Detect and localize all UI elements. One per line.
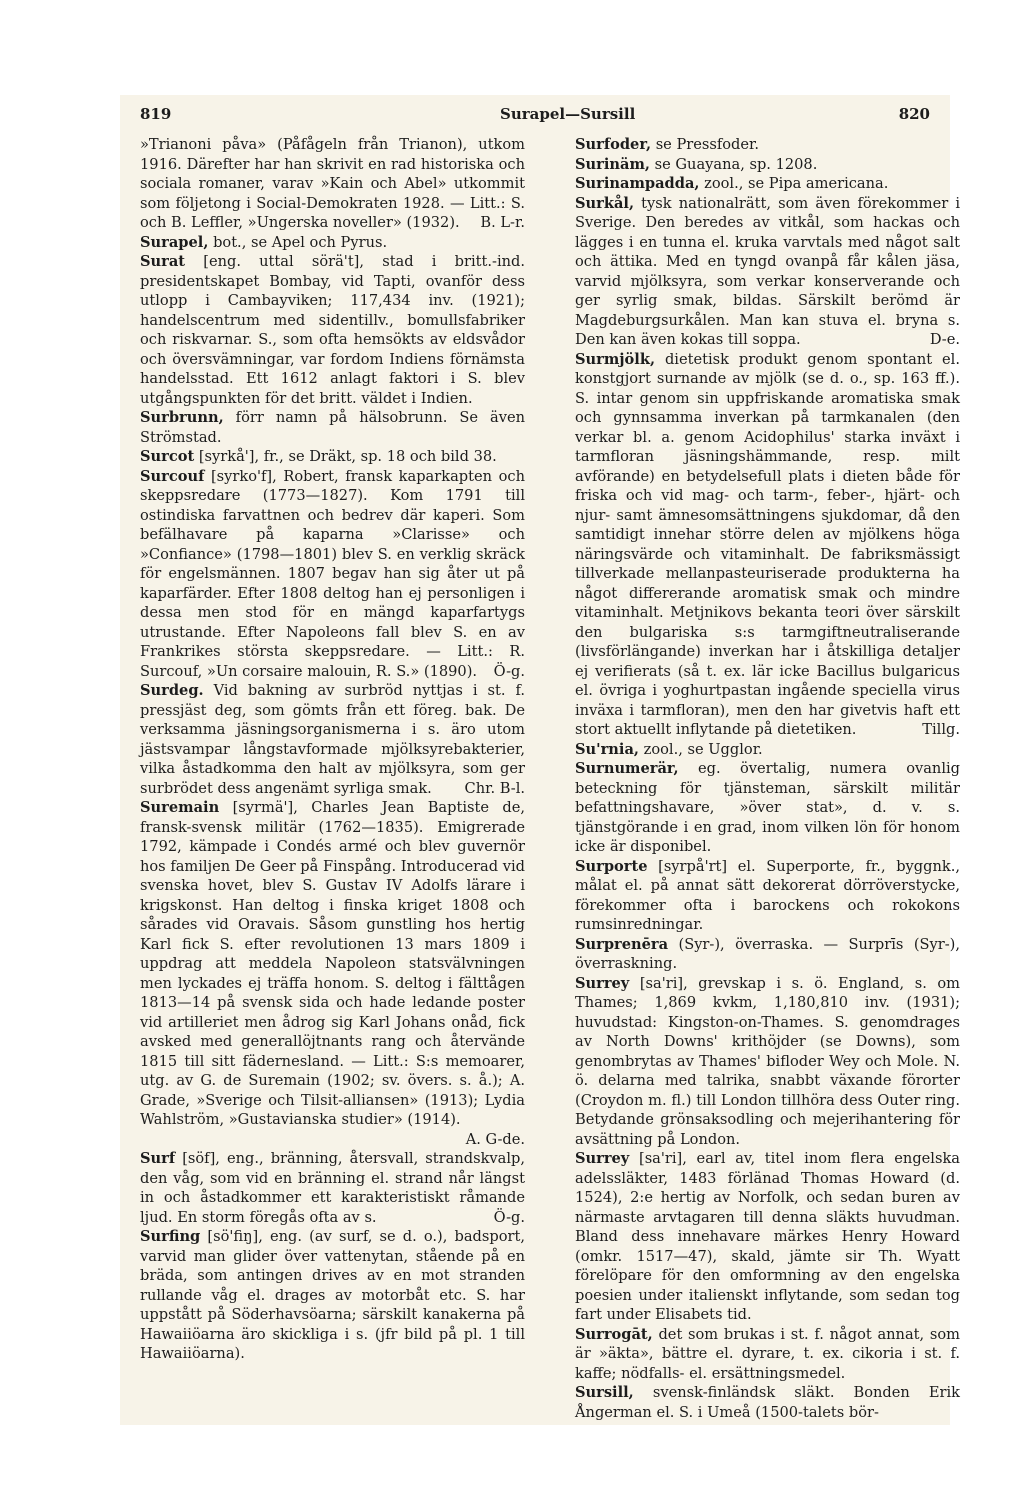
entry-headword: Surkål, xyxy=(575,194,635,212)
entry-headword: Surbrunn, xyxy=(140,409,224,426)
entry-headword: Surat xyxy=(140,253,186,270)
entry-text: bot., se Apel och Pyrus. xyxy=(213,233,388,251)
entry-headword: Surfoder, xyxy=(575,136,652,153)
entry-headword: Surinampadda, xyxy=(575,175,700,192)
entry-headword: Surfing xyxy=(140,1228,201,1245)
author-signature: B. L-r. xyxy=(480,214,525,231)
entry-headword: Surmjölk, xyxy=(575,350,656,368)
entry-headword: Sursill, xyxy=(575,1384,634,1401)
entry-text: se Guayana, sp. 1208. xyxy=(654,155,818,173)
right-column xyxy=(575,135,960,1422)
entry-text: [sa'ri], grevskap i s. ö. England, s. om Thames; 1,869 kvkm, 1,180,810 inv. (1931); huvudstad: Kingston-on-Thames. S. genomdrages av North Downs' krithöjder (se Downs), som genombrytas av Thames' bifloder Wey och Mole. N. ö. delarna med talrika, snabbt växande förorter (Croydon m. fl.) till London tillhöra dess Outer ring. Betydande grönsaksodling och mejerihantering för avsättning på London. xyxy=(575,974,961,1148)
entry-text: zool., se Pipa americana. xyxy=(704,175,889,192)
left-column xyxy=(140,135,525,1364)
entry-text: zool., se Ugglor. xyxy=(643,740,763,758)
entry-text: (Syr-), överraska. — Surprīs (Syr-), överraskning. xyxy=(575,935,961,972)
dictionary-entry xyxy=(575,1383,960,1422)
dictionary-entry xyxy=(140,467,525,682)
entry-text: dietetisk produkt genom spontant el. konstgjort surnande av mjölk (se d. o., sp. 163 ff.). S. intar genom sin uppfriskande aromatiska smak och gynnsamma inverkan på tarmkanalen (den verkar bl. a. genom Acidophilus' starka inväxt i tarmfloran jäsningshämmande, resp. milt avförande) en betydelsefull plats i dieten både för friska och vid mag- och tarm-, feber-, hjärt- och njur- samt ämnesomsättningens sjukdomar, då den samtidigt innehar större delen av mjölkens höga näringsvärde och vitaminhalt. De fabriksmässigt tillverkade mellanpasteuriserade produkterna ha något differerande aromatisk smak och mindre vitaminhalt. Metjnikovs bekanta teori över särskilt den bulgariska s:s tarmgiftneutraliserande (livsförlängande) inverkan har i åtskilliga detaljer ej verifierats (så t. ex. lär icke Bacillus bulgaricus el. övriga i yoghurtpastan ingående speciella virus inväxa i tarmfloran), men den har givetvis haft ett stort aktuellt inflytande på dietetiken. xyxy=(575,350,960,738)
author-signature: A. G-de. xyxy=(465,1130,525,1148)
dictionary-entry xyxy=(575,155,960,175)
page-header xyxy=(140,105,930,125)
left-page-number: 819 xyxy=(140,105,172,123)
entry-headword: Surrey xyxy=(575,974,630,992)
right-page-number: 820 xyxy=(898,105,930,123)
entry-text: [eng. uttal sörä't], stad i britt.-ind. presidentskapet Bombay, vid Tapti, ovanför dess utlopp i Cambayviken; 117,434 inv. (1921); handelscentrum med sidentillv., bomullsfabriker och riskvarnar. S., som ofta hemsökts av eldsvådor och översvämningar, var fordom Indiens förnämsta handelsstad. Ett 1612 anlagt faktori i S. blev utgångspunkten för det britt. väldet i Indien. xyxy=(140,253,525,407)
entry-headword: Surrogāt, xyxy=(575,1325,653,1343)
dictionary-entry xyxy=(575,350,960,740)
dictionary-entry xyxy=(140,798,525,1149)
dictionary-entry xyxy=(140,1149,525,1227)
entry-text: [syrko'f], Robert, fransk kaparkapten och skeppsredare (1773—1827). Kom 1791 till ostindiska farvattnen och bedrev där kaperi. Som befälhavare på kaparna »Clarisse» och »Confiance» (1798—1801) blev S. en verklig skräck för engelsmännen. 1807 begav han sig åter ut på kaparfärder. Efter 1808 deltog han ej personligen i dessa men stod för en mängd kaparfartygs utrustande. Efter Napoleons fall blev S. en av Frankrikes största skeppsredare. — Litt.: R. Surcouf, »Un corsaire malouin, R. S.» (1890). xyxy=(140,467,525,680)
dictionary-entry xyxy=(575,135,960,155)
dictionary-entry xyxy=(575,935,960,974)
dictionary-entry xyxy=(575,194,960,350)
dictionary-entry xyxy=(575,740,960,760)
entry-headword: Surapel, xyxy=(140,233,209,251)
entry-text: svensk-finländsk släkt. Bonden Erik Ångerman el. S. i Umeå (1500-talets bör- xyxy=(575,1384,960,1421)
entry-text: eg. övertalig, numera ovanlig beteckning för tjänsteman, särskilt militär befattningshavare, »över stat», d. v. s. tjänstgörande i en grad, inom vilken lön för honom icke är disponibel. xyxy=(575,760,960,855)
entry-headword: Suremain xyxy=(140,799,220,816)
running-title: Surapel—Sursill xyxy=(500,105,636,123)
dictionary-entry xyxy=(140,233,525,253)
dictionary-entry xyxy=(575,174,960,194)
entry-headword: Surinäm, xyxy=(575,155,650,173)
dictionary-entry xyxy=(140,681,525,798)
author-signature: Ö-g. xyxy=(493,1208,525,1226)
entry-text: tysk nationalrätt, som även förekommer i Sverige. Den beredes av vitkål, som hackas och lägges i en tunna el. kruka varvtals med något salt och ättika. Med en tyngd ovanpå får kålen jäsa, varvid mjölksyra, som verkar konserverande och ger syrlig smak, bildas. Särskilt berömd är Magdeburgsurkålen. Man kan stuva el. bryna s. Den kan även kokas till soppa. xyxy=(575,194,960,348)
entry-text: [söf], eng., bränning, återsvall, strandskvalp, den våg, som vid en bränning el. strand når längst in och åstadkommer ett karakteristiskt råmande ljud. En storm föregås ofta av s. xyxy=(140,1150,526,1226)
dictionary-entry xyxy=(575,1149,960,1325)
dictionary-entry xyxy=(140,447,525,467)
dictionary-entry xyxy=(140,135,525,233)
entry-text: Vid bakning av surbröd nyttjas i st. f. pressjäst deg, som gömts från ett föreg. bak. De verksamma jäsningsorganismerna i s. äro utom jästsvampar långstavformade mjölksyrebakterier, vilka åstadkomma den halt av mjölksyra, som ger surbrödet dess angenämt syrliga smak. xyxy=(140,682,525,797)
entry-headword: Surcouf xyxy=(140,467,205,485)
dictionary-entry xyxy=(575,974,960,1150)
dictionary-entry xyxy=(575,857,960,935)
entry-text: [syrkå'], fr., se Dräkt, sp. 18 och bild 38. xyxy=(198,448,497,465)
dictionary-entry xyxy=(140,252,525,408)
encyclopedia-page xyxy=(120,95,961,1425)
entry-text: [sö'fiŋ], eng. (av surf, se d. o.), badsport, varvid man glider över vattenytan, stående på en bräda, som antingen drives av en mot stranden rullande våg el. drages av motorbåt etc. S. har uppstått på Söderhavsöarna; särskilt kanakerna på Hawaiiöarna äro skickliga i s. (jfr bild på pl. 1 till Hawaiiöarna). xyxy=(140,1228,525,1362)
entry-headword: Surf xyxy=(140,1150,176,1167)
entry-headword: Surnumerär, xyxy=(575,760,679,777)
entry-headword: Surcot xyxy=(140,448,195,465)
author-signature: Chr. B-l. xyxy=(464,779,525,797)
dictionary-entry xyxy=(140,408,525,447)
dictionary-entry xyxy=(575,1325,960,1384)
entry-text: [syrmä'], Charles Jean Baptiste de, fransk-svensk militär (1762—1835). Emigrerade 1792, kämpade i Condés armé och blev guvernör hos familjen De Geer på Finspång. Introducerad vid svenska hovet, blev S. Gustav IV Adolfs lärare i krigskonst. Han deltog i finska kriget 1808 och sårades vid Oravais. Såsom gunstling hos hertig Karl fick S. efter revolutionen 13 mars 1809 i uppdrag att meddela Napoleon statsvälvningen men lyckades ej träffa honom. S. deltog i fälttågen 1813—14 på svensk sida och hade ledande poster vid artilleriet men ådrog sig Karl Johans onåd, fick avsked med generallöjtnants rang och återvände 1815 till sitt fädernesland. — Litt.: S:s memoarer, utg. av G. de Suremain (1902; sv. övers. s. å.); A. Grade, »Sverige och Tilsit-alliansen» (1913); Lydia Wahlström, »Gustavianska studier» (1914). xyxy=(140,799,526,1128)
dictionary-entry xyxy=(575,759,960,857)
entry-headword: Su'rnia, xyxy=(575,740,639,758)
entry-headword: Surdeg. xyxy=(140,682,204,699)
entry-text: förr namn på hälsobrunn. Se även Strömstad. xyxy=(140,409,526,446)
entry-text: »Trianoni påva» (Påfågeln från Trianon), utkom 1916. Därefter har han skrivit en rad historiska och sociala romaner, varav »Kain och Abel» utkommit som följetong i Social-Demokraten 1928. — Litt.: S. och B. Leffler, »Ungerska noveller» (1932). xyxy=(140,136,525,231)
author-signature: Ö-g. xyxy=(493,662,525,680)
author-signature: Tillg. xyxy=(922,721,960,738)
entry-text: [syrpå'rt] el. Superporte, fr., byggnk., målat el. på annat sätt dekorerat dörröverstycke, förekommer ofta i barockens och rokokons rumsinredningar. xyxy=(575,857,960,933)
entry-text: det som brukas i st. f. något annat, som är »äkta», bättre el. dyrare, t. ex. cikoria i st. f. kaffe; nödfalls- el. ersättningsmedel. xyxy=(575,1325,960,1382)
entry-headword: Surprenēra xyxy=(575,935,669,953)
dictionary-entry xyxy=(140,1227,525,1364)
entry-headword: Surporte xyxy=(575,857,648,875)
entry-headword: Surrey xyxy=(575,1150,630,1167)
entry-text: se Pressfoder. xyxy=(655,136,760,153)
entry-text: [sa'ri], earl av, titel inom flera engelska adelssläkter, 1483 förlänad Thomas Howard (d. 1524), 2:e hertig av Norfolk, och sedan buren av närmaste arvtagaren till denna släkts huvudman. Bland dess innehavare märkes Henry Howard (omkr. 1517—47), skald, jämte sir Th. Wyatt förelöpare för den omformning av den engelska poesien under italienskt inflytande, som sedan tog fart under Elisabets tid. xyxy=(575,1150,960,1323)
author-signature: D-e. xyxy=(929,331,960,348)
